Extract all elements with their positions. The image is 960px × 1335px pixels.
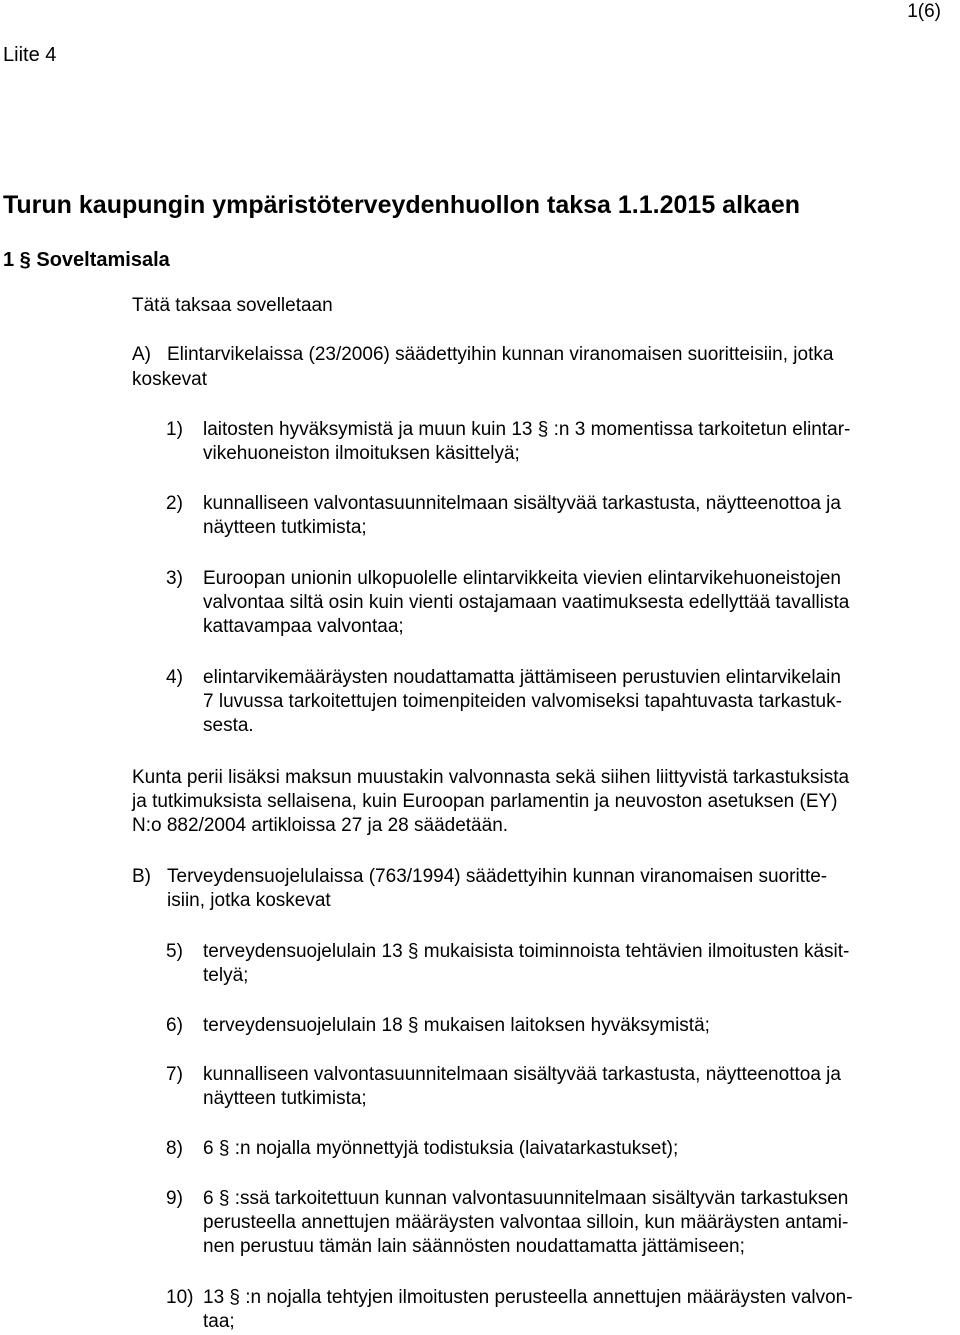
part-b-letter: B) bbox=[132, 866, 151, 887]
text-line: koskevat bbox=[132, 369, 207, 390]
text-line: elintarvikemääräysten noudattamatta jättämiseen perustuvien elintarvikelain bbox=[203, 667, 841, 688]
item-text bbox=[203, 1137, 948, 1161]
document-title: Turun kaupungin ympäristöterveydenhuollon taksa 1.1.2015 alkaen bbox=[3, 191, 800, 219]
intro-text: Tätä taksaa sovelletaan bbox=[132, 295, 333, 316]
item-text bbox=[203, 1286, 948, 1334]
item-number: 10) bbox=[166, 1287, 194, 1308]
item-number: 9) bbox=[166, 1188, 183, 1209]
text-line: Kunta perii lisäksi maksun muustakin valvonnasta sekä siihen liittyvistä tarkastuksista bbox=[132, 767, 850, 788]
item-number: 2) bbox=[166, 493, 183, 514]
text-line: terveydensuojelulain 13 § mukaisista toiminnoista tehtävien ilmoitusten käsit- bbox=[203, 941, 850, 962]
text-line: 6 § :ssä tarkoitettuun kunnan valvontasuunnitelmaan sisältyvän tarkastuksen bbox=[203, 1188, 849, 1209]
text-line: valvontaa siltä osin kuin vienti ostajamaan vaatimuksesta edellyttää tavallista bbox=[203, 592, 850, 613]
list-item bbox=[166, 492, 948, 540]
item-number: 3) bbox=[166, 568, 183, 589]
text-line: perusteella annettujen määräysten valvontaa silloin, kun määräysten antami- bbox=[203, 1212, 849, 1233]
item-text bbox=[203, 1014, 948, 1038]
text-line: 6 § :n nojalla myönnettyjä todistuksia (laivatarkastukset); bbox=[203, 1138, 679, 1159]
list-item bbox=[166, 1137, 948, 1161]
text-line: kunnalliseen valvontasuunnitelmaan sisältyvää tarkastusta, näytteenottoa ja bbox=[203, 493, 841, 514]
part-a-paragraph bbox=[132, 343, 947, 367]
text-line: taa; bbox=[203, 1311, 235, 1332]
text-line: Euroopan unionin ulkopuolelle elintarvikkeita vievien elintarvikehuoneistojen bbox=[203, 568, 841, 589]
part-b-text bbox=[167, 865, 947, 913]
part-a-text-continued bbox=[132, 368, 207, 392]
item-number: 4) bbox=[166, 667, 183, 688]
text-line: Elintarvikelaissa (23/2006) säädettyihin kunnan viranomaisen suoritteisiin, jotka bbox=[167, 344, 834, 365]
text-line: näytteen tutkimista; bbox=[203, 517, 367, 538]
part-b-paragraph bbox=[132, 865, 947, 913]
list-item bbox=[166, 567, 948, 639]
item-number: 7) bbox=[166, 1064, 183, 1085]
item-number: 6) bbox=[166, 1015, 183, 1036]
text-line: vikehuoneiston ilmoituksen käsittelyä; bbox=[203, 443, 520, 464]
text-line: kunnalliseen valvontasuunnitelmaan sisältyvää tarkastusta, näytteenottoa ja bbox=[203, 1064, 841, 1085]
page-number: 1(6) bbox=[907, 1, 941, 22]
item-text bbox=[203, 492, 948, 540]
text-line: ja tutkimuksista sellaisena, kuin Euroopan parlamentin ja neuvoston asetuksen (EY) bbox=[132, 791, 838, 812]
item-text bbox=[203, 1187, 948, 1259]
part-a-text bbox=[167, 343, 947, 367]
item-text bbox=[203, 940, 948, 988]
item-number: 5) bbox=[166, 941, 183, 962]
list-item bbox=[166, 1286, 948, 1334]
item-number: 1) bbox=[166, 419, 183, 440]
list-item bbox=[166, 940, 948, 988]
item-text bbox=[203, 1063, 948, 1111]
item-number: 8) bbox=[166, 1138, 183, 1159]
text-line: N:o 882/2004 artikloissa 27 ja 28 säädetään. bbox=[132, 815, 509, 836]
text-line: nen perustuu tämän lain säännösten noudattamatta jättämiseen; bbox=[203, 1236, 745, 1257]
list-item bbox=[166, 666, 948, 738]
text-line: näytteen tutkimista; bbox=[203, 1088, 367, 1109]
item-text bbox=[203, 666, 948, 738]
item-text bbox=[203, 567, 948, 639]
text-line: 7 luvussa tarkoitettujen toimenpiteiden valvomiseksi tapahtuvasta tarkastuk- bbox=[203, 691, 842, 712]
list-item bbox=[166, 418, 948, 466]
text-line: Terveydensuojelulaissa (763/1994) säädettyihin kunnan viranomaisen suoritte- bbox=[167, 866, 828, 887]
list-item bbox=[166, 1187, 948, 1259]
text-line: terveydensuojelulain 18 § mukaisen laitoksen hyväksymistä; bbox=[203, 1015, 710, 1036]
item-text bbox=[203, 418, 948, 466]
text-line: laitosten hyväksymistä ja muun kuin 13 § :n 3 momentissa tarkoitetun elintar- bbox=[203, 419, 851, 440]
annex-label: Liite 4 bbox=[3, 44, 57, 66]
text-line: sesta. bbox=[203, 715, 254, 736]
additional-fees-paragraph bbox=[132, 766, 947, 838]
text-line: isiin, jotka koskevat bbox=[167, 890, 331, 911]
text-line: kattavampaa valvontaa; bbox=[203, 616, 404, 637]
text-line: telyä; bbox=[203, 965, 249, 986]
list-item bbox=[166, 1014, 948, 1038]
section-heading: 1 § Soveltamisala bbox=[3, 249, 170, 271]
list-item bbox=[166, 1063, 948, 1111]
text-line: 13 § :n nojalla tehtyjen ilmoitusten perusteella annettujen määräysten valvon- bbox=[203, 1287, 853, 1308]
part-a-letter: A) bbox=[132, 344, 151, 365]
